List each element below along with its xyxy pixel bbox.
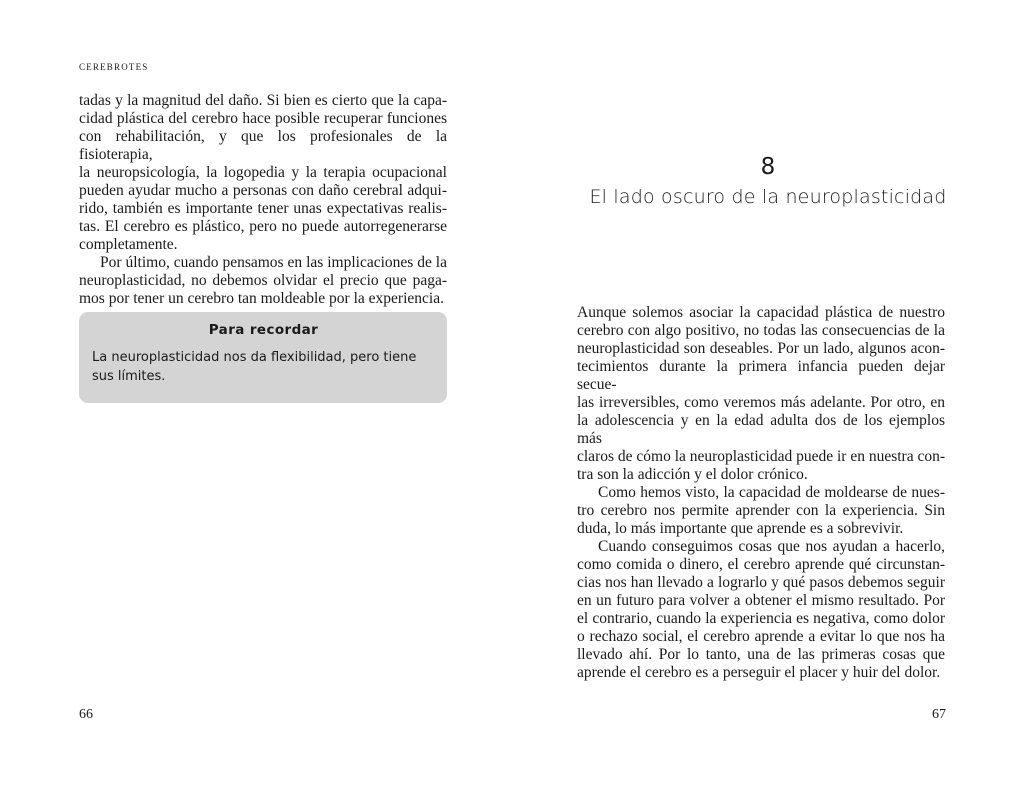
text-line: la adolescencia y en la edad adulta dos de los ejemplos más: [577, 412, 945, 447]
left-paragraph-2: [79, 254, 447, 308]
page-number-left: 66: [79, 707, 93, 722]
text-line: con rehabilitación, y que los profesionales de la fisioterapia,: [79, 128, 447, 163]
text-line: cidad plástica del cerebro hace posible recuperar funciones: [79, 110, 447, 127]
left-body-text: [79, 92, 447, 308]
chapter-number: 8: [760, 154, 776, 180]
right-body-text: [577, 304, 945, 682]
text-line: Como hemos visto, la capacidad de moldearse de nues-: [598, 484, 945, 501]
right-page: [512, 0, 1024, 785]
text-line: Por último, cuando pensamos en las implicaciones de la: [100, 254, 447, 271]
text-line: la neuropsicología, la logopedia y la terapia ocupacional: [79, 164, 447, 181]
right-paragraph-1: [577, 304, 945, 484]
text-line: neuroplasticidad, no debemos olvidar el precio que paga-: [79, 272, 447, 289]
text-line: tro cerebro nos permite aprender con la experiencia. Sin: [577, 502, 945, 519]
right-paragraph-3: [577, 538, 945, 682]
page-number-right: 67: [932, 707, 946, 722]
running-head: CEREBROTES: [79, 62, 149, 72]
text-line: cias nos han llevado a lograrlo y qué pasos debemos seguir: [577, 574, 945, 591]
text-line: el contrario, cuando la experiencia es negativa, como dolor: [577, 610, 945, 627]
text-line: neuroplasticidad son deseables. Por un lado, algunos acon-: [577, 340, 945, 357]
text-line: cerebro con algo positivo, no todas las consecuencias de la: [577, 322, 945, 339]
text-line: rido, también es importante tener unas expectativas realis-: [79, 200, 447, 217]
para-recordar-box: [79, 312, 447, 403]
text-line: las irreversibles, como veremos más adelante. Por otro, en: [577, 394, 945, 411]
text-line: Cuando conseguimos cosas que nos ayudan a hacerlo,: [598, 538, 945, 555]
text-line: mos por tener un cerebro tan moldeable por la experiencia.: [79, 290, 444, 307]
chapter-title: El lado oscuro de la neuroplasticidad: [589, 186, 947, 208]
text-line: llevado ahí. Por lo tanto, una de las primeras cosas que: [577, 646, 945, 663]
text-line: completamente.: [79, 236, 178, 253]
text-line: en un futuro para volver a obtener el mismo resultado. Por: [577, 592, 945, 609]
text-line: Aunque solemos asociar la capacidad plástica de nuestro: [577, 304, 945, 321]
text-line: tra son la adicción y el dolor crónico.: [577, 466, 808, 483]
text-line: duda, lo más importante que aprende es a sobrevivir.: [577, 520, 904, 537]
text-line: pueden ayudar mucho a personas con daño cerebral adqui-: [79, 182, 447, 199]
text-line: o rechazo social, el cerebro aprende a evitar lo que nos ha: [577, 628, 945, 645]
left-paragraph-1: [79, 92, 447, 254]
text-line: como comida o dinero, el cerebro aprende qué circunstan-: [577, 556, 945, 573]
text-line: tadas y la magnitud del daño. Si bien es cierto que la capa-: [79, 92, 447, 109]
right-paragraph-2: [577, 484, 945, 538]
text-line: claros de cómo la neuroplasticidad puede ir en nuestra con-: [577, 448, 945, 465]
text-line: tas. El cerebro es plástico, pero no puede autorregenerarse: [79, 218, 447, 235]
callout-title: Para recordar: [208, 322, 319, 338]
text-line: aprende el cerebro es a perseguir el placer y huir del dolor.: [577, 664, 941, 681]
text-line: tecimientos durante la primera infancia pueden dejar secue-: [577, 358, 945, 393]
callout-text: La neuroplasticidad nos da flexibilidad, pero tiene sus límites.: [92, 350, 417, 384]
